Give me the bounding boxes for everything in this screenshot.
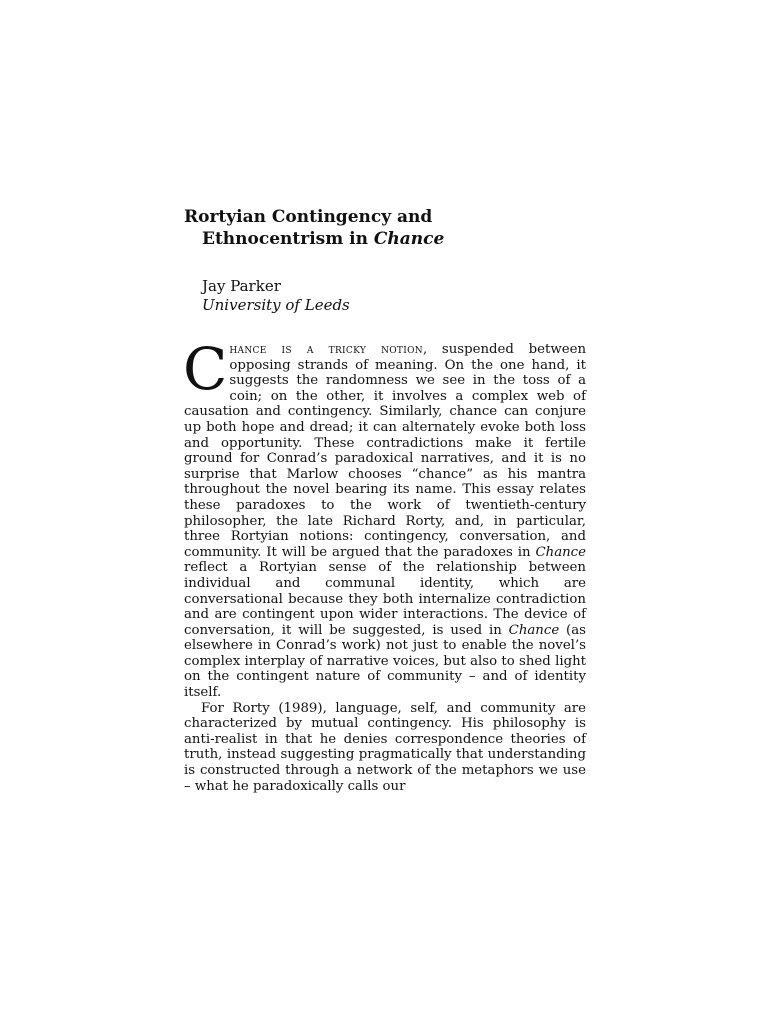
author-affiliation: University of Leeds [202, 296, 350, 314]
title-line-2 [184, 228, 586, 250]
article-body [183, 335, 587, 794]
title-line-1: Rortyian Contingency and [184, 207, 433, 227]
paragraph-1-text-c: (as elsewhere in Conrad’s work) not just to enable the novel’s complex interplay of narrative voices, but also to shed light on the contingent nature of community – and of identity itself. [184, 622, 586, 701]
paragraph-2: For Rorty (1989), language, self, and community are characterized by mutual contingency. His philosophy is anti-realist in that he denies correspondence theories of truth, instead suggesting pragmatically that understanding is constructed through a network of the metaphors we use – what he paradoxically calls our [184, 700, 586, 794]
article-title [184, 206, 586, 250]
italic-chance-1: Chance [535, 544, 586, 560]
smallcaps-lead: hance is a tricky notion [229, 342, 423, 357]
italic-chance-2: Chance [508, 622, 560, 638]
paragraph-1-text-a: , suspended between opposing strands of meaning. On the one hand, it suggests the randomness we see in the toss of a coin; on the other, it involves a complex web of causation and contingency. Similarly, chance can conjure up both hope and dread; it can alternately evoke both loss and opportunity. These contradictions make it fertile ground for Conrad’s paradoxical narratives, and it is no surprise that Marlow chooses “chance” as his mantra throughout the novel bearing its name. This essay relates these paradoxes to the work of twentieth-century philosopher, the late Richard Rorty, and, in particular, three Rortyian notions: contingency, conversation, and community. It will be argued that the paradoxes in [184, 342, 587, 560]
paragraph-1 [183, 335, 587, 701]
paragraph-1-text-b: reflect a Rortyian sense of the relationship between individual and communal identity, which are conversational because they both internalize contradiction and are contingent upon wider interactions. The device of conversation, it will be suggested, is used in [184, 560, 586, 638]
author-block [202, 277, 582, 315]
author-name: Jay Parker [202, 277, 281, 295]
title-line-2-text: Ethnocentrism in [202, 229, 374, 249]
drop-cap: C [183, 335, 228, 403]
title-italic-chance: Chance [373, 229, 445, 249]
